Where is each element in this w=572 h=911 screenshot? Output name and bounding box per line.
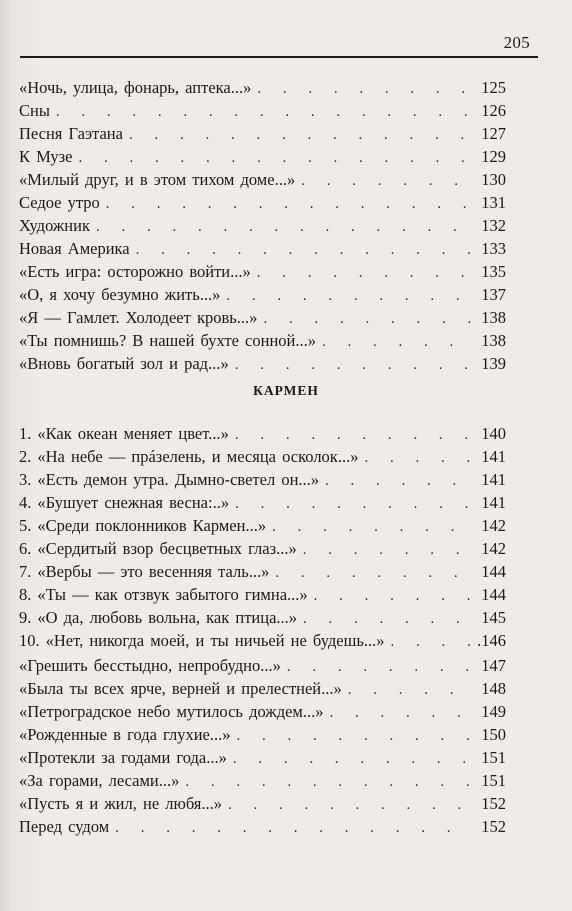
toc-entry	[19, 283, 506, 306]
toc-entry	[19, 237, 506, 260]
toc-entry-page: 142	[481, 516, 506, 535]
dot-leader	[235, 493, 472, 516]
toc-entry-title: К Музе	[19, 147, 73, 166]
toc-entry-page: 141	[481, 447, 506, 466]
toc-entry-title: «Ночь, улица, фонарь, аптека...»	[19, 78, 252, 97]
dot-leader	[237, 725, 472, 748]
toc-list-part1	[19, 76, 506, 375]
dot-leader	[228, 794, 472, 817]
toc-entry-page: 142	[481, 539, 506, 558]
toc-entry	[19, 76, 506, 99]
toc-entry-title: Седое утро	[19, 193, 100, 212]
toc-entry	[19, 654, 506, 677]
toc-entry-title: «Я — Гамлет. Холодеет кровь...»	[19, 308, 258, 327]
toc-entry	[19, 445, 506, 468]
toc-entry-page: 151	[481, 748, 506, 767]
toc-entry-title: Художник	[19, 216, 90, 235]
dot-leader	[263, 308, 472, 331]
toc-entry-page: 152	[481, 794, 506, 813]
toc-entry-page: 141	[481, 470, 506, 489]
toc-entry-title: «Есть демон утра. Дымно-светел он...»	[37, 470, 320, 489]
toc-entry-title: «Рожденные в года глухие...»	[19, 725, 231, 744]
toc-entry	[19, 769, 506, 792]
dot-leader	[96, 216, 472, 239]
toc-entry-title: «Бушует снежная весна:..»	[37, 493, 230, 512]
toc-entry-number: 8.	[19, 585, 32, 604]
toc-entry-page: 141	[481, 493, 506, 512]
toc-entry-page: 152	[481, 817, 506, 836]
toc-entry-title: «О да, любовь вольна, как птица...»	[37, 608, 298, 627]
dot-leader	[56, 101, 472, 124]
dot-leader	[348, 679, 472, 702]
toc-entry-title: «Сердитый взор бесцветных глаз...»	[37, 539, 297, 558]
toc-entry	[19, 537, 506, 560]
toc-entry	[19, 629, 506, 652]
toc-entry-title: «Нет, никогда моей, и ты ничьей не будешь...»	[45, 631, 385, 650]
toc-entry-number: 1.	[19, 424, 32, 443]
dot-leader	[257, 78, 472, 101]
toc-entry	[19, 792, 506, 815]
toc-entry-title: «За горами, лесами...»	[19, 771, 180, 790]
toc-entry-page: 131	[481, 193, 506, 212]
dot-leader	[129, 124, 472, 147]
toc-entry-page: 138	[481, 331, 506, 350]
toc-entry-page: 135	[481, 262, 506, 281]
dot-leader	[257, 262, 472, 285]
toc-entry-number: 10.	[19, 631, 40, 650]
dot-leader	[235, 354, 472, 377]
dot-leader	[235, 424, 472, 447]
dot-leader	[226, 285, 472, 308]
dot-leader	[106, 193, 472, 216]
toc-entry-page: 130	[481, 170, 506, 189]
toc-entry-page: 129	[481, 147, 506, 166]
dot-leader	[325, 470, 472, 493]
toc-entry-title: «Ты — как отзвук забытого гимна...»	[37, 585, 308, 604]
toc-entry-page: 138	[481, 308, 506, 327]
toc-entry	[19, 168, 506, 191]
toc-entry	[19, 352, 506, 375]
toc-entry	[19, 583, 506, 606]
dot-leader	[185, 771, 472, 794]
toc-entry-title: «На небе — прáзелень, и месяца осколок...»	[37, 447, 359, 466]
dot-leader	[301, 170, 472, 193]
toc-entry	[19, 815, 506, 838]
toc-entry	[19, 99, 506, 122]
dot-leader	[303, 539, 472, 562]
dot-leader	[314, 585, 472, 608]
toc-entry-page: 148	[481, 679, 506, 698]
toc-entry-page: 132	[481, 216, 506, 235]
toc-entry-page: 150	[481, 725, 506, 744]
toc-entry	[19, 746, 506, 769]
dot-leader	[364, 447, 472, 470]
toc-entry-number: 7.	[19, 562, 32, 581]
dot-leader	[329, 702, 472, 725]
dot-leader	[115, 817, 472, 840]
toc-entry	[19, 306, 506, 329]
toc-entry-title: «Вербы — это весенняя таль...»	[37, 562, 270, 581]
toc-entry-page: 127	[481, 124, 506, 143]
toc-entry	[19, 214, 506, 237]
toc-entry	[19, 260, 506, 283]
toc-list-carmen	[19, 422, 506, 652]
toc-entry-page: 139	[481, 354, 506, 373]
toc-entry	[19, 491, 506, 514]
toc-entry	[19, 191, 506, 214]
toc-entry-number: 3.	[19, 470, 32, 489]
toc-entry	[19, 145, 506, 168]
toc-entry-page: .146	[477, 631, 506, 650]
toc-entry-page: 144	[481, 562, 506, 581]
toc-entry-page: 144	[481, 585, 506, 604]
toc-entry-number: 9.	[19, 608, 32, 627]
toc-entry	[19, 122, 506, 145]
toc-entry	[19, 560, 506, 583]
toc-entry-title: «Вновь богатый зол и рад...»	[19, 354, 229, 373]
toc-entry-title: «Была ты всех ярче, верней и прелестней...»	[19, 679, 342, 698]
toc-entry-number: 2.	[19, 447, 32, 466]
toc-entry-page: 147	[481, 656, 506, 675]
dot-leader	[390, 631, 471, 654]
toc-entry-title: «Ты помнишь? В нашей бухте сонной...»	[19, 331, 316, 350]
toc-entry	[19, 677, 506, 700]
toc-entry-number: 6.	[19, 539, 32, 558]
toc-entry	[19, 514, 506, 537]
toc-entry	[19, 422, 506, 445]
dot-leader	[233, 748, 472, 771]
dot-leader	[136, 239, 472, 262]
toc-entry-title: Сны	[19, 101, 50, 120]
toc-entry-page: 151	[481, 771, 506, 790]
toc-entry	[19, 723, 506, 746]
toc-entry-page: 133	[481, 239, 506, 258]
toc-entry-title: Перед судом	[19, 817, 110, 836]
toc-entry-title: «Есть игра: осторожно войти...»	[19, 262, 251, 281]
toc-entry-title: «Петроградское небо мутилось дождем...»	[19, 702, 324, 721]
dot-leader	[303, 608, 472, 631]
toc-entry-title: Новая Америка	[19, 239, 130, 258]
toc-entry-page: 137	[481, 285, 506, 304]
toc-entry-title: «Милый друг, и в этом тихом доме...»	[19, 170, 296, 189]
toc-entry-number: 4.	[19, 493, 32, 512]
toc-entry-title: «Как океан меняет цвет...»	[37, 424, 229, 443]
header-rule	[20, 56, 538, 58]
toc-entry	[19, 700, 506, 723]
toc-entry-page: 145	[481, 608, 506, 627]
toc-entry-page: 140	[481, 424, 506, 443]
toc-entry-title: «Протекли за годами года...»	[19, 748, 227, 767]
toc-entry-page: 125	[481, 78, 506, 97]
toc-entry	[19, 606, 506, 629]
toc-entry-page: 126	[481, 101, 506, 120]
toc-entry-title: «О, я хочу безумно жить...»	[19, 285, 221, 304]
toc-entry-title: «Грешить бесстыдно, непробудно...»	[19, 656, 281, 675]
dot-leader	[272, 516, 472, 539]
dot-leader	[78, 147, 472, 170]
toc-entry-number: 5.	[19, 516, 32, 535]
toc-entry	[19, 468, 506, 491]
toc-entry-title: «Пусть я и жил, не любя...»	[19, 794, 223, 813]
page-number: 205	[503, 33, 530, 52]
toc-entry-title: «Среди поклонников Кармен...»	[37, 516, 267, 535]
section-heading: КАРМЕН	[253, 383, 319, 398]
dot-leader	[275, 562, 472, 585]
dot-leader	[287, 656, 472, 679]
toc-entry	[19, 329, 506, 352]
toc-list-part3	[19, 654, 506, 838]
toc-entry-page: 149	[481, 702, 506, 721]
dot-leader	[322, 331, 472, 354]
toc-entry-title: Песня Гаэтана	[19, 124, 123, 143]
